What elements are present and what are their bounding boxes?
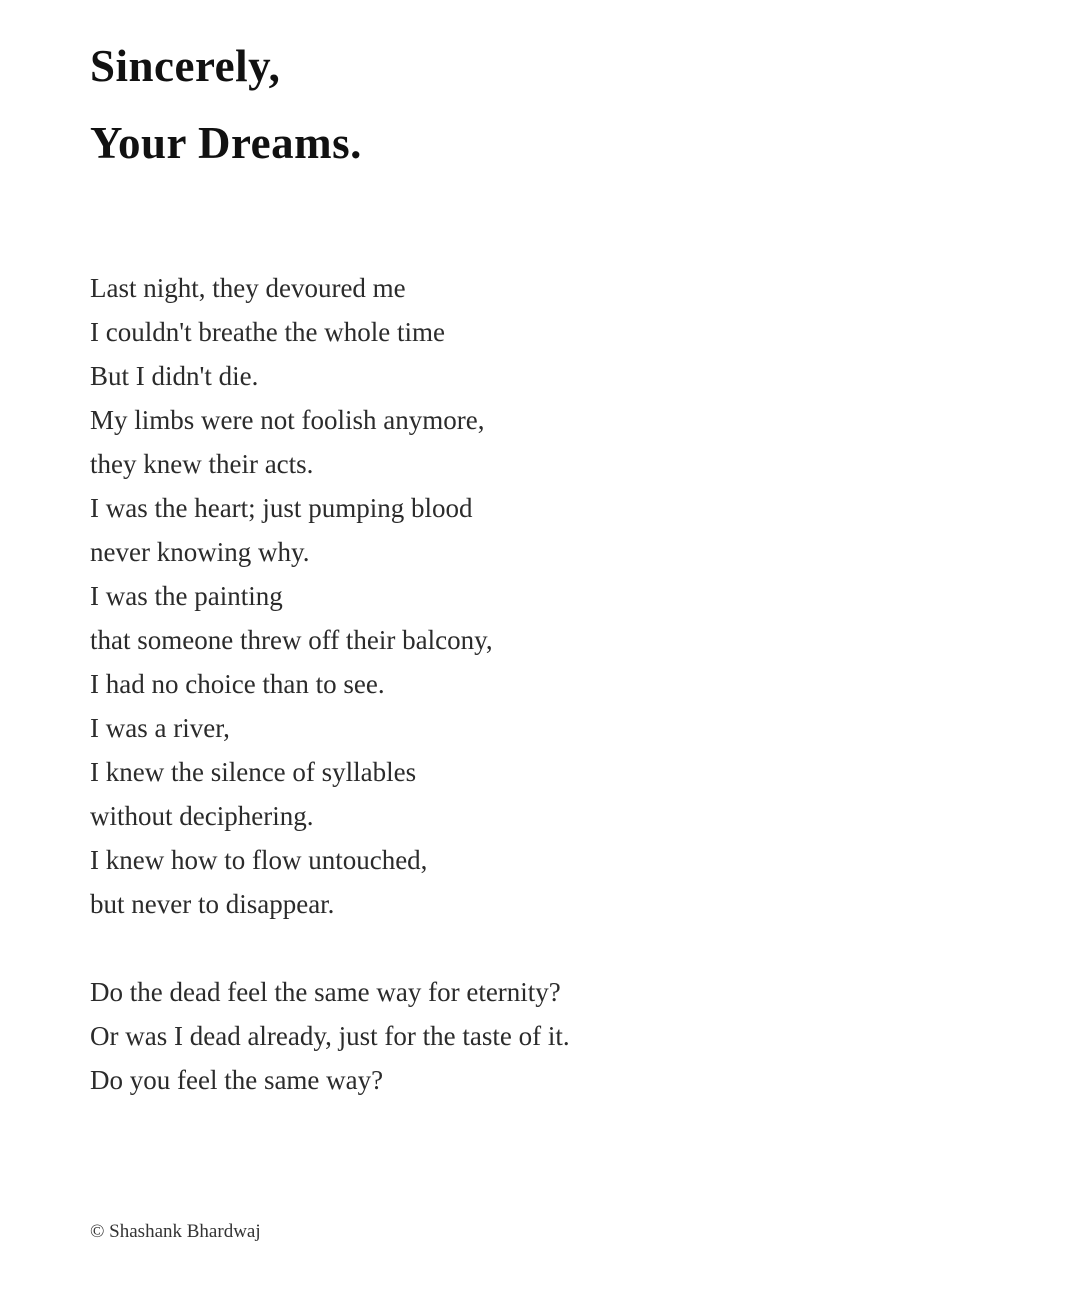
poem-line: but never to disappear. bbox=[90, 889, 335, 919]
poem-line: But I didn't die. bbox=[90, 361, 259, 391]
poem-line: they knew their acts. bbox=[90, 449, 314, 479]
poem-line: I was the painting bbox=[90, 581, 283, 611]
poem-line: I knew how to flow untouched, bbox=[90, 845, 428, 875]
copyright-line: © Shashank Bhardwaj bbox=[90, 1221, 261, 1242]
poem-line: without deciphering. bbox=[90, 801, 314, 831]
poem-line: Last night, they devoured me bbox=[90, 273, 406, 303]
poem-line: I couldn't breathe the whole time bbox=[90, 317, 445, 347]
poem-title-line-2: Your Dreams. bbox=[90, 118, 362, 168]
poem-line: Or was I dead already, just for the taste of it. bbox=[90, 1021, 570, 1051]
poem-line: I had no choice than to see. bbox=[90, 669, 385, 699]
poem-line: that someone threw off their balcony, bbox=[90, 625, 493, 655]
poem-body bbox=[90, 266, 1020, 1102]
poem-line: My limbs were not foolish anymore, bbox=[90, 405, 485, 435]
poem-line: I was a river, bbox=[90, 713, 230, 743]
stanza-2 bbox=[90, 970, 1020, 1102]
poem-title bbox=[90, 41, 1020, 168]
poem-line: I was the heart; just pumping blood bbox=[90, 493, 473, 523]
stanza-1 bbox=[90, 266, 1020, 926]
poem-line: I knew the silence of syllables bbox=[90, 757, 417, 787]
poem-line: Do the dead feel the same way for eternity? bbox=[90, 977, 561, 1007]
poem-line: never knowing why. bbox=[90, 537, 310, 567]
poem-line: Do you feel the same way? bbox=[90, 1065, 384, 1095]
poem-title-line-1: Sincerely, bbox=[90, 41, 281, 91]
